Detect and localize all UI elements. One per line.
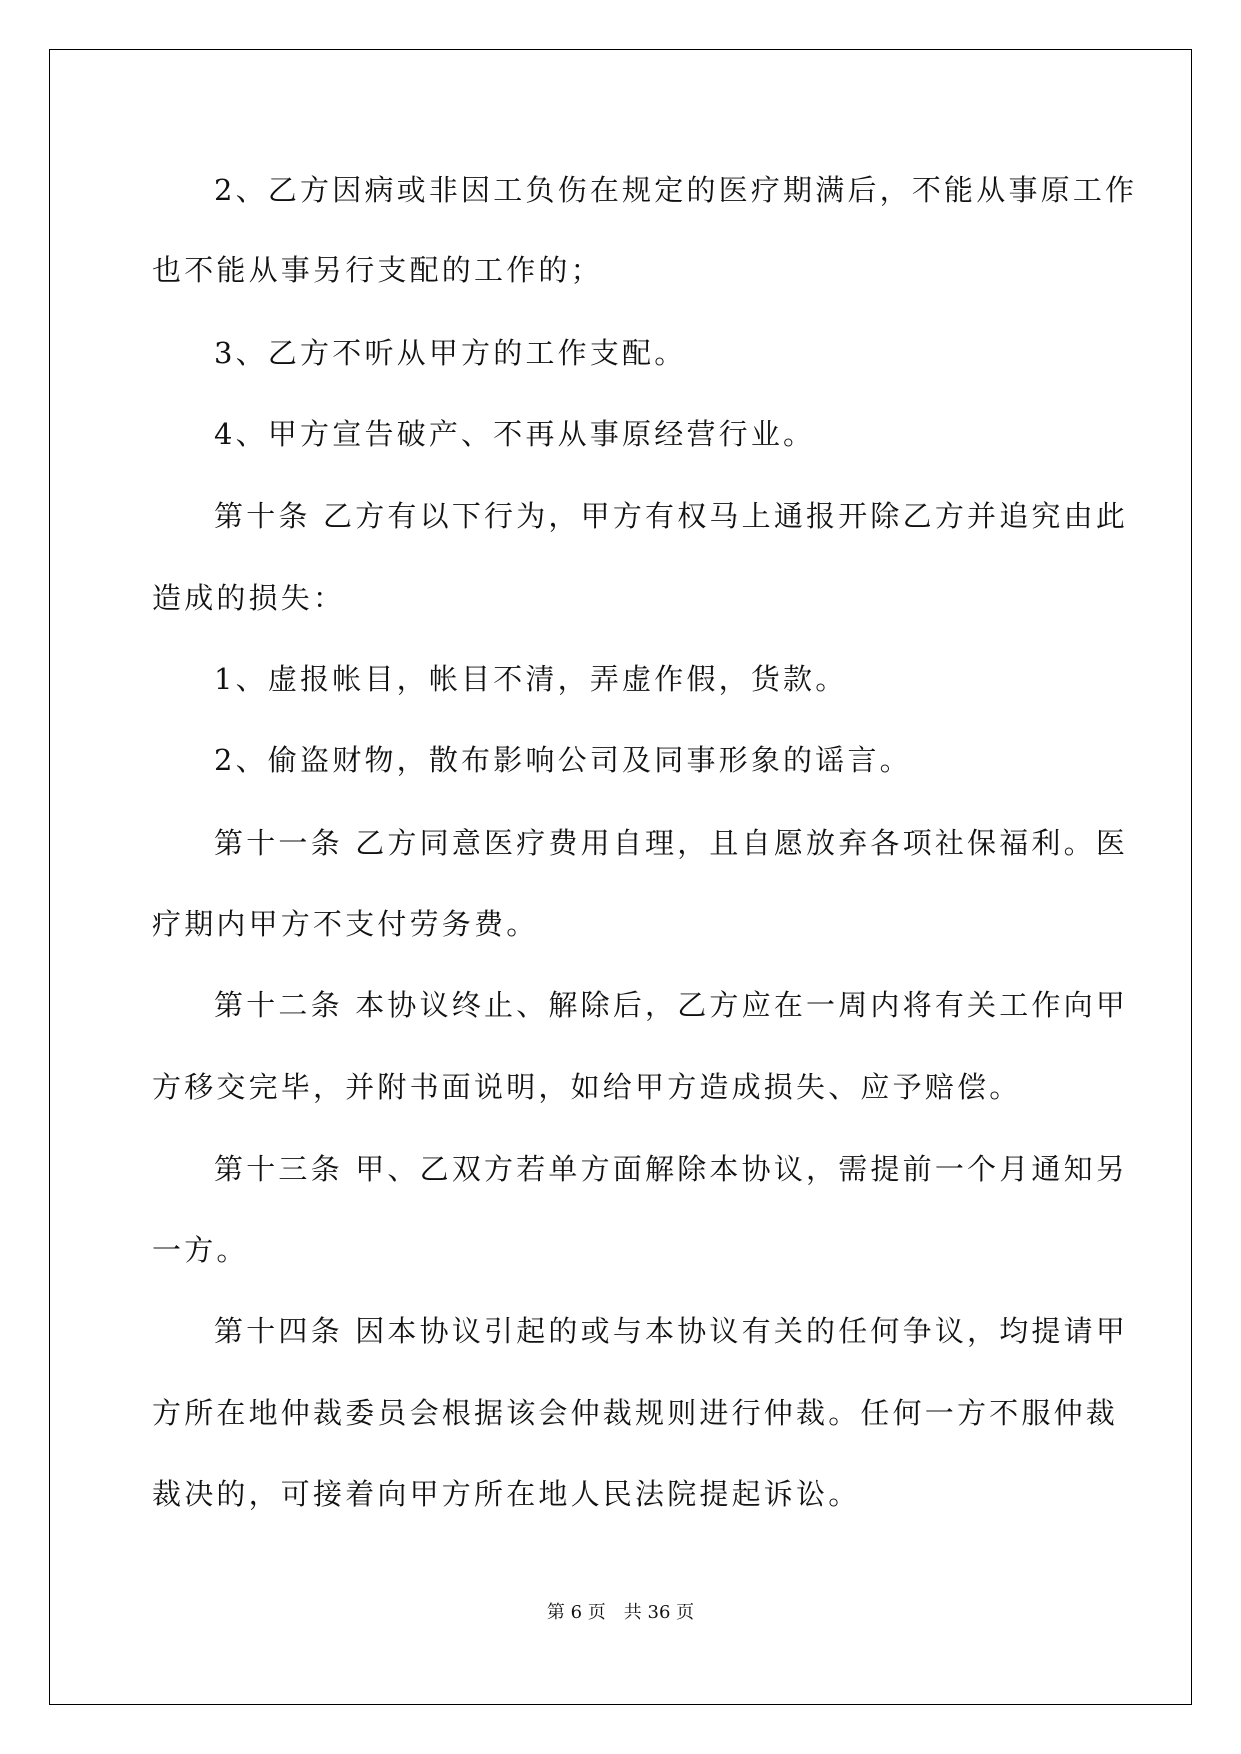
paragraph-line: 方所在地仲裁委员会根据该会仲裁规则进行仲裁。任何一方不服仲裁 [152,1396,1119,1430]
paragraph-line: 第十三条 甲、乙双方若单方面解除本协议，需提前一个月通知另 [214,1152,1129,1186]
paragraph-line: 1、虚报帐目，帐目不清，弄虚作假，货款。 [214,662,848,696]
paragraph-line: 第十四条 因本协议引起的或与本协议有关的任何争议，均提请甲 [214,1314,1129,1348]
paragraph-line: 2、偷盗财物，散布影响公司及同事形象的谣言。 [214,743,912,777]
page-number-footer: 第 6 页 共 36 页 [546,1602,695,1623]
paragraph-line: 裁决的，可接着向甲方所在地人民法院提起诉讼。 [152,1477,861,1511]
paragraph-line: 3、乙方不听从甲方的工作支配。 [214,336,687,370]
paragraph-line: 第十条 乙方有以下行为，甲方有权马上通报开除乙方并追究由此 [214,499,1129,533]
paragraph-line: 第十一条 乙方同意医疗费用自理，且自愿放弃各项社保福利。医 [214,826,1129,860]
paragraph-line: 疗期内甲方不支付劳务费。 [152,907,539,941]
paragraph-line: 方移交完毕，并附书面说明，如给甲方造成损失、应予赔偿。 [152,1070,1022,1104]
paragraph-line: 也不能从事另行支配的工作的； [152,253,603,287]
paragraph-line: 造成的损失： [152,581,346,615]
paragraph-line: 第十二条 本协议终止、解除后，乙方应在一周内将有关工作向甲 [214,988,1129,1022]
paragraph-line: 一方。 [152,1233,249,1267]
paragraph-line: 2、乙方因病或非因工负伤在规定的医疗期满后，不能从事原工作 [214,173,1138,207]
paragraph-line: 4、甲方宣告破产、不再从事原经营行业。 [214,417,816,451]
page-border [49,49,1192,1705]
